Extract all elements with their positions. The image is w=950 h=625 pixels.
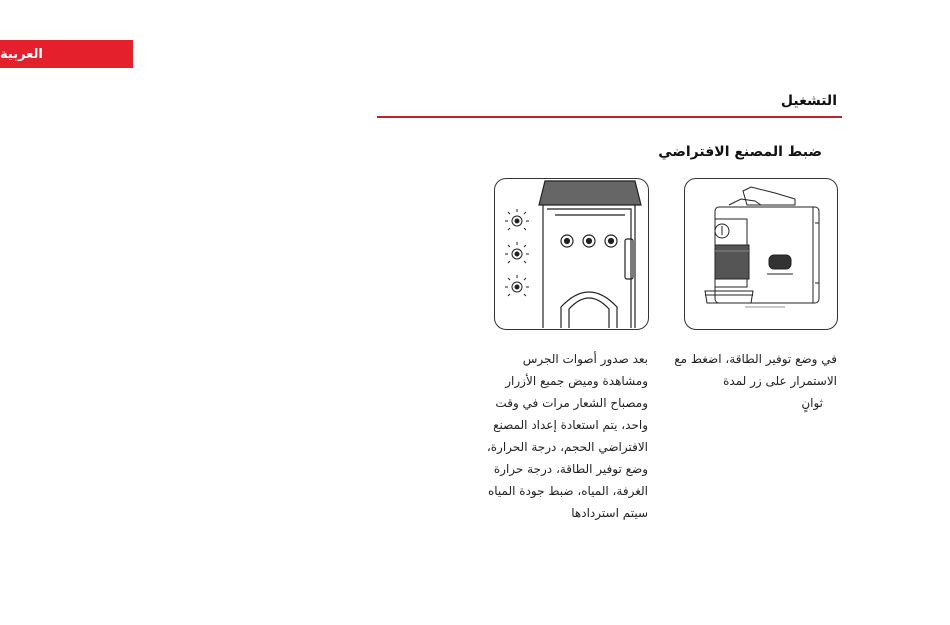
language-label: العربية [0,46,43,62]
text-line: وضع توفير الطاقة، درجة حرارة [493,462,648,476]
section-divider [377,116,842,118]
coffee-machine-icon [685,179,836,328]
text-line: ومشاهدة وميض جميع الأزرار [505,374,648,388]
language-tab[interactable] [0,40,133,68]
text-line: الغرفة، المياه، ضبط جودة المياه [487,484,648,498]
text-line: ومصباح الشعار مرات في وقت [495,396,648,410]
step-1-text [674,348,837,414]
subsection-title: ضبط المصنع الافتراضي [658,144,822,160]
coffee-machine-illustration [684,178,838,330]
text-line: سيتم استردادها [571,506,648,520]
control-panel-icon [495,179,647,328]
text-line: ثوانٍ [801,396,823,410]
text-line: بعد صدور أصوات الجرس [522,352,648,366]
step-2-text [488,348,648,524]
text-line: الاستمرار على زر لمدة [723,374,837,388]
text-line: واحد، يتم استعادة إعداد المصنع [493,418,648,432]
section-title: التشغيل [780,93,837,109]
text-line: الافتراضي الحجم، درجة الحرارة، [486,440,648,454]
text-line: في وضع توفير الطاقة، اضغط مع [674,352,837,366]
control-panel-illustration [494,178,649,330]
button-row [561,235,617,247]
